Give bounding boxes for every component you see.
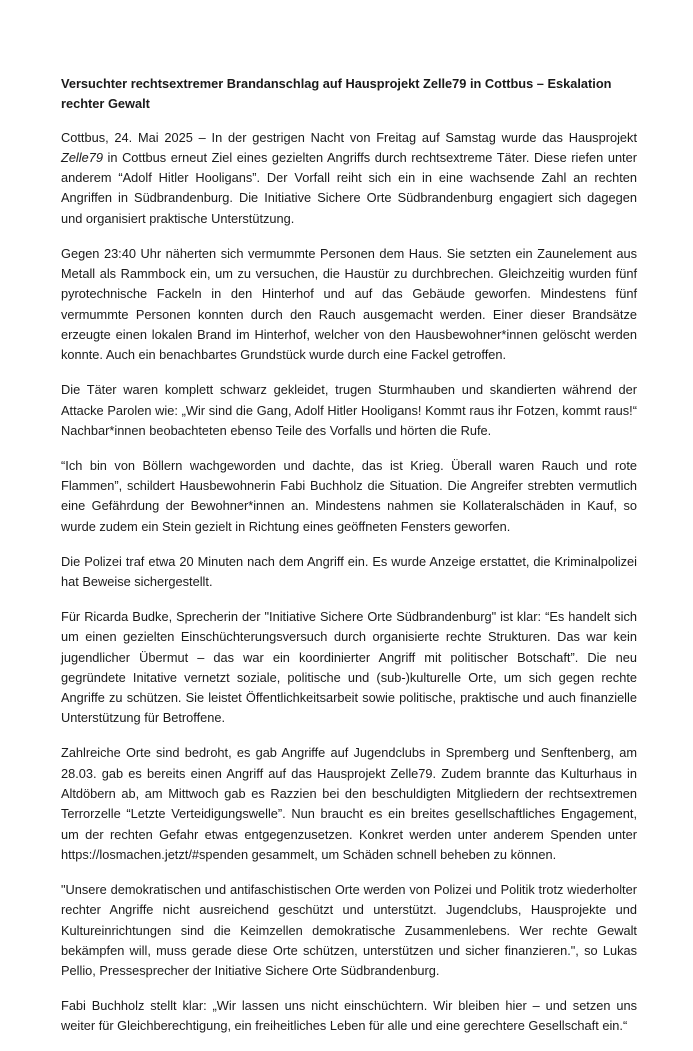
- paragraph-threats: Zahlreiche Orte sind bedroht, es gab Angriffe auf Jugendclubs in Spremberg und Senftenberg, am 28.03. gab es bereits einen Angriff auf das Hausprojekt Zelle79. Zudem brannte das Kulturhaus in Altdöbern ab, am Mittwoch gab es Razzien bei den beschuldigten Mitgliedern der rechtsextremen Terrorzelle “Letzte Verteidigungswelle”. Nun braucht es ein breites gesellschaftliches Engagement, um der rechten Gefahr etwas entgegenzusetzen. Konkret werden unter anderem Spenden unter https://losmachen.jetzt/#spenden gesammelt, um Schäden schnell beheben zu können.: [61, 745, 637, 862]
- paragraph-resident-quote: “Ich bin von Böllern wachgeworden und dachte, das ist Krieg. Überall waren Rauch und rote Flammen”, schildert Hausbewohnerin Fabi Buchholz die Situation. Die Angreifer strebten vermutlich eine Gefährdung der Bewohner*innen an. Mindestens nahmen sie Kollateralschäden in Kauf, so wurde zudem ein Stein gezielt in Richtung eines geöffneten Fensters geworfen.: [61, 457, 637, 534]
- paragraph-police: Die Polizei traf etwa 20 Minuten nach dem Angriff ein. Es wurde Anzeige erstattet, die Kriminalpolizei hat Beweise sichergestellt.: [61, 553, 637, 589]
- paragraph-closing-quote: Fabi Buchholz stellt klar: „Wir lassen uns nicht einschüchtern. Wir bleiben hier – und setzen uns weiter für Gleichberechtigung, ein freiheitliches Leben für alle und eine gerechtere Gesellschaft ein.“: [61, 998, 637, 1034]
- project-name-italic: Zelle79: [61, 149, 103, 165]
- paragraph-intro: [61, 128, 637, 229]
- document-title: Versuchter rechtsextremer Brandanschlag auf Hausprojekt Zelle79 in Cottbus – Eskalation rechter Gewalt: [61, 76, 612, 112]
- press-release-document: [61, 74, 637, 1051]
- paragraph-perpetrators: Die Täter waren komplett schwarz gekleidet, trugen Sturmhauben und skandierten während der Attacke Parolen wie: „Wir sind die Gang, Adolf Hitler Hooligans! Kommt raus ihr Fotzen, kommt raus!“ Nachbar*innen beobachteten ebenso Teile des Vorfalls und hörten die Rufe.: [61, 382, 637, 438]
- paragraph-press-speaker-quote: "Unsere demokratischen und antifaschistischen Orte werden von Polizei und Politik trotz wiederholter rechter Angriffe nicht ausreichend geschützt und unterstützt. Jugendclubs, Hausprojekte und Kultureinrichtungen sind die Keimzellen demokratische Zusammenlebens. Wer rechte Gewalt bekämpfen will, muss gerade diese Orte schützen, unterstützen und sicher finanzieren.", so Lukas Pellio, Pressesprecher der Initiative Sichere Orte Südbrandenburg.: [61, 881, 637, 979]
- paragraph-intro-end: in Cottbus erneut Ziel eines gezielten Angriffs durch rechtsextreme Täter. Diese riefen unter anderem “Adolf Hitler Hooligans”. Der Vorfall reiht sich ein in eine wachsende Zahl an rechten Angriffen in Südbrandenburg. Die Initiative Sichere Orte Südbrandenburg engagiert sich dagegen und organisiert praktische Unterstützung.: [61, 149, 637, 226]
- paragraph-attack-details: Gegen 23:40 Uhr näherten sich vermummte Personen dem Haus. Sie setzten ein Zaunelement aus Metall als Rammbock ein, um zu versuchen, die Haustür zu durchbrechen. Gleichzeitig wurden fünf pyrotechnische Fackeln in den Hinterhof und auf das Gebäude geworfen. Mindestens fünf vermummte Personen konnten durch den Rauch ausgemacht werden. Einer dieser Brandsätze erzeugte einen lokalen Brand im Hinterhof, welcher von den Hausbewohner*innen gelöscht werden konnte. Auch ein benachbartes Grundstück wurde durch eine Fackel getroffen.: [61, 245, 637, 363]
- paragraph-spokesperson: Für Ricarda Budke, Sprecherin der "Initiative Sichere Orte Südbrandenburg" ist klar: “Es handelt sich um einen gezielten Einschüchterungsversuch durch organisierte rechte Strukturen. Das war kein jugendlicher Übermut – das war ein koordinierter Angriff mit politischer Botschaft”. Die neu gegründete Initative vernetzt soziale, politische und (sub-)kulturelle Orte, um sich gegen rechte Angriffe zu schützen. Sie leistet Öffentlichkeitsarbeit sowie politische, praktische und auch finanzielle Unterstützung für Betroffene.: [61, 608, 637, 726]
- paragraph-intro-start: Cottbus, 24. Mai 2025 – In der gestrigen Nacht von Freitag auf Samstag wurde das Hausprojekt: [61, 129, 637, 145]
